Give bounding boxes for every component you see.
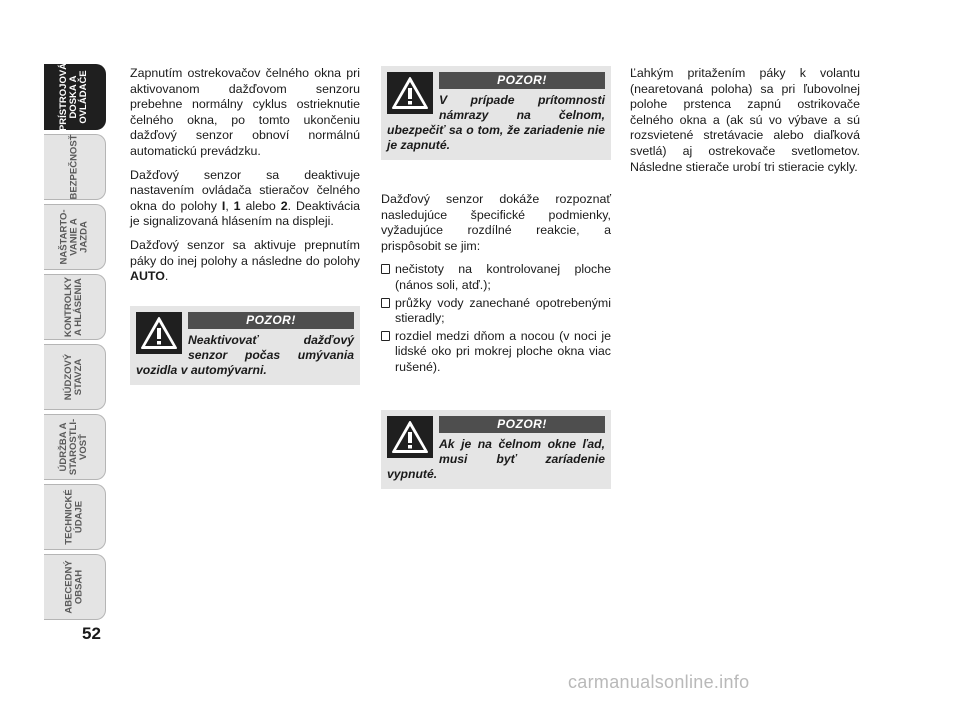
page-number: 52 — [82, 624, 101, 643]
tab-abecedny-obsah[interactable] — [44, 554, 106, 620]
paragraph: Dažďový senzor sa deaktivuje nastavením ovládača stieračov čelného okna do polohy I, 1 alebo 2. Deaktivácia je signalizovaná hlásením na displeji. — [130, 167, 360, 229]
warning-triangle-icon — [387, 72, 433, 114]
list-item: nečistoty na kontrolovanej ploche (nános soli, atď.); — [381, 262, 611, 293]
checkbox-bullet-icon — [381, 298, 390, 308]
condition-list — [381, 262, 611, 375]
tab-label: BEZPEČNOSŤ — [68, 134, 80, 200]
tab-label: ÚDRŽBA A STAROSTLI- VOSŤ — [58, 418, 90, 476]
checkbox-bullet-icon — [381, 331, 390, 341]
checkbox-bullet-icon — [381, 264, 390, 274]
warning-box — [130, 306, 360, 385]
warning-heading: POZOR! — [188, 312, 354, 329]
watermark: carmanualsonline.info — [568, 672, 750, 692]
tab-technicke-udaje[interactable] — [44, 484, 106, 550]
warning-text: Neaktivovať dažďový senzor počas umývania vozidla v automývarni. — [136, 333, 354, 377]
warning-text: Ak je na čelnom okne ľad, musi byť zaríadenie vypnuté. — [387, 437, 605, 481]
list-item: rozdiel medzi dňom a nocou (v noci je lidské oko pri mokrej ploche okna viac rušené). — [381, 329, 611, 376]
list-item: průžky vody zanechané opotrebenými stieradly; — [381, 296, 611, 327]
tab-label: KONTROLKY A HLÁSENIA — [63, 276, 85, 338]
paragraph: Dažďový senzor sa aktivuje prepnutím páky do inej polohy a následne do polohy AUTO. — [130, 237, 360, 284]
warning-heading: POZOR! — [439, 416, 605, 433]
paragraph: Ľahkým pritažením páky k volantu (nearetovaná poloha) sa pri ľubovolnej polohe prstenca zapnú ostrikovače čelného okna a (ak sú vo výbave a sú rozsvietené stretávacie alebo diaľková svetlá) aj ostrekovače svetlometov. Následne stierače urobí tri stieracie cykly. — [630, 66, 860, 174]
warning-triangle-icon — [136, 312, 182, 354]
text-column-3 — [630, 66, 860, 183]
warning-box — [381, 410, 611, 489]
warning-triangle-icon — [387, 416, 433, 458]
tab-bezpecnost[interactable] — [44, 134, 106, 200]
tab-label: PRÍSTROJOVÁ DOSKA A OVLÁDAČE — [58, 62, 90, 132]
tab-label: TECHNICKÉ ÚDAJE — [63, 489, 85, 545]
tab-nastartovanie[interactable] — [44, 204, 106, 270]
tab-label: NÚDZOVÝ STAVZA — [63, 353, 85, 401]
text-column-1 — [130, 66, 360, 293]
tab-pristrojova-doska[interactable] — [44, 64, 106, 130]
paragraph: Dažďový senzor dokáže rozpoznať nasledujúce špecifické podmienky, vyžadujúce rozdílné reakcie, a prispôsobit se jim: — [381, 192, 611, 253]
tab-label: NAŠTARTO- VANIE A JAZDA — [58, 209, 90, 265]
text-column-2 — [381, 192, 611, 378]
warning-box — [381, 66, 611, 160]
tab-label: ABECEDNÝ OBSAH — [63, 560, 85, 614]
tab-nudzovy-stav[interactable] — [44, 344, 106, 410]
paragraph: Zapnutím ostrekovačov čelného okna pri aktivovanom dažďovom senzoru prebehne normálny cyklus ostrieknutie čelného okna, po tomto ukončeniu dažďový senzor obnoví normálnú automatickú prevádzku. — [130, 66, 360, 158]
warning-text: V prípade prítomnosti námrazy na čelnom, ubezpečiť sa o tom, že zariadenie nie je zapnuté. — [387, 93, 605, 152]
tab-kontrolky[interactable] — [44, 274, 106, 340]
warning-heading: POZOR! — [439, 72, 605, 89]
tab-udrzba[interactable] — [44, 414, 106, 480]
